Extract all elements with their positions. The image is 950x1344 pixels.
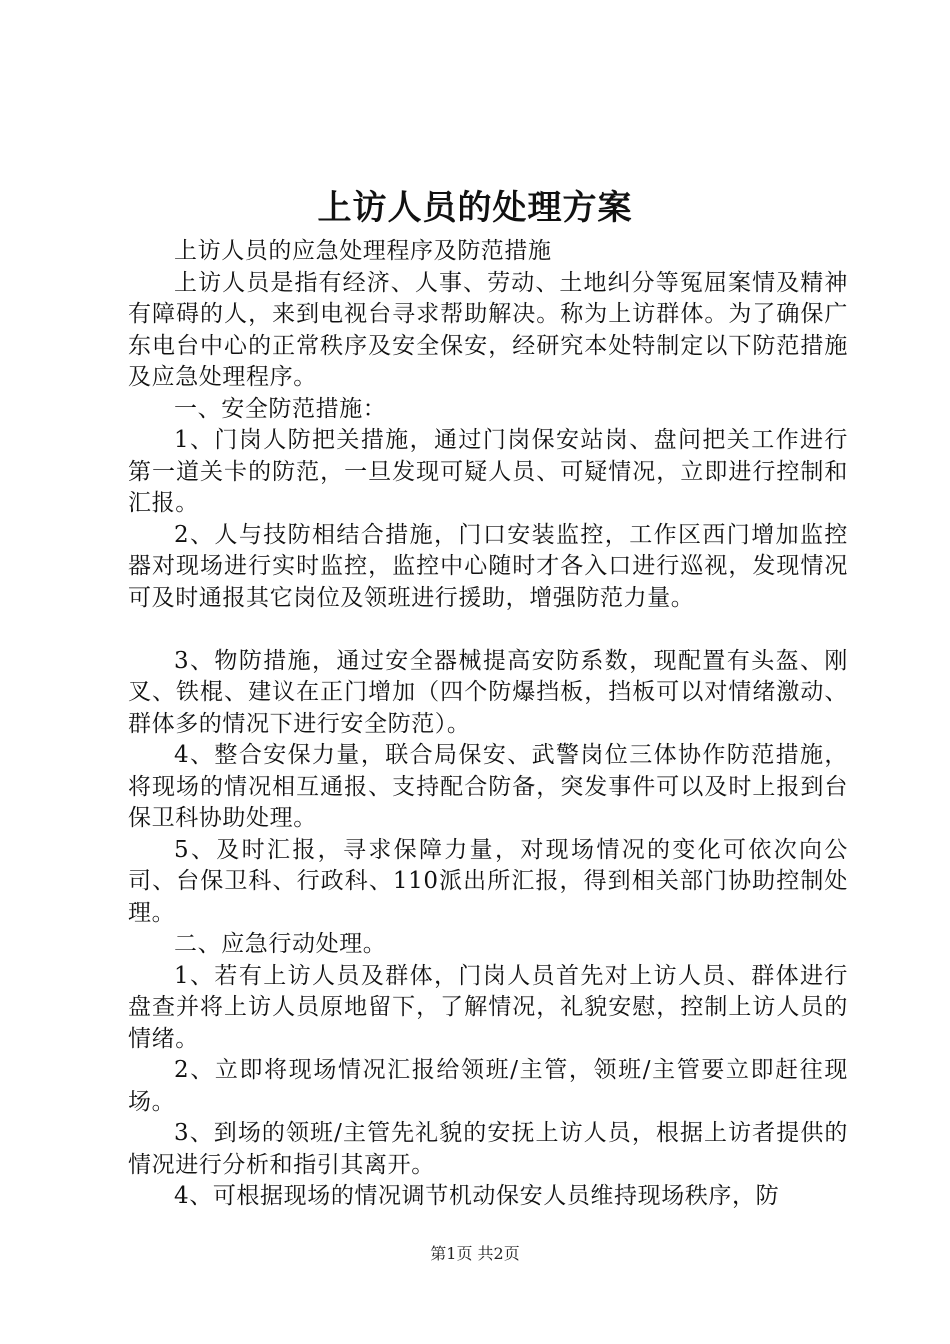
paragraph-item: 2、人与技防相结合措施，门口安装监控，工作区西门增加监控器对现场进行实时监控，监控中心随时才各入口进行巡视，发现情况可及时通报其它岗位及领班进行援助，增强防范力量。 xyxy=(128,521,848,611)
document-body xyxy=(128,236,848,1213)
page-number-footer: 第1页 共2页 xyxy=(430,1244,520,1263)
section-heading-1: 一、安全防范措施： xyxy=(174,395,387,422)
paragraph-item: 3、物防措施，通过安全器械提高安防系数，现配置有头盔、刚叉、铁棍、建议在正门增加（四个防爆挡板，挡板可以对情绪激动、群体多的情况下进行安全防范）。 xyxy=(128,647,848,737)
paragraph-item: 1、若有上访人员及群体，门岗人员首先对上访人员、群体进行盘查并将上访人员原地留下，了解情况，礼貌安慰，控制上访人员的情绪。 xyxy=(128,962,848,1052)
paragraph-item: 3、到场的领班/主管先礼貌的安抚上访人员，根据上访者提供的情况进行分析和指引其离开。 xyxy=(128,1120,848,1178)
paragraph-item: 4、整合安保力量，联合局保安、武警岗位三体协作防范措施，将现场的情况相互通报、支持配合防备，突发事件可以及时上报到台保卫科协助处理。 xyxy=(128,742,848,831)
document-title: 上访人员的处理方案 xyxy=(317,188,633,228)
paragraph-intro: 上访人员是指有经济、人事、劳动、土地纠分等冤屈案情及精神有障碍的人，来到电视台寻求帮助解决。称为上访群体。为了确保广东电台中心的正常秩序及安全保安，经研究本处特制定以下防范措施及应急处理程序。 xyxy=(128,269,848,390)
paragraph-item: 5、及时汇报，寻求保障力量，对现场情况的变化可依次向公司、台保卫科、行政科、110派出所汇报，得到相关部门协助控制处理。 xyxy=(128,836,848,926)
paragraph-subtitle: 上访人员的应急处理程序及防范措施 xyxy=(174,238,552,264)
paragraph-item: 1、门岗人防把关措施，通过门岗保安站岗、盘问把关工作进行第一道关卡的防范，一旦发现可疑人员、可疑情况，立即进行控制和汇报。 xyxy=(128,427,848,516)
section-heading-2: 二、应急行动处理。 xyxy=(174,931,387,957)
paragraph-item: 2、立即将现场情况汇报给领班/主管，领班/主管要立即赶往现场。 xyxy=(128,1057,848,1115)
paragraph-item: 4、可根据现场的情况调节机动保安人员维持现场秩序，防 xyxy=(174,1183,780,1209)
